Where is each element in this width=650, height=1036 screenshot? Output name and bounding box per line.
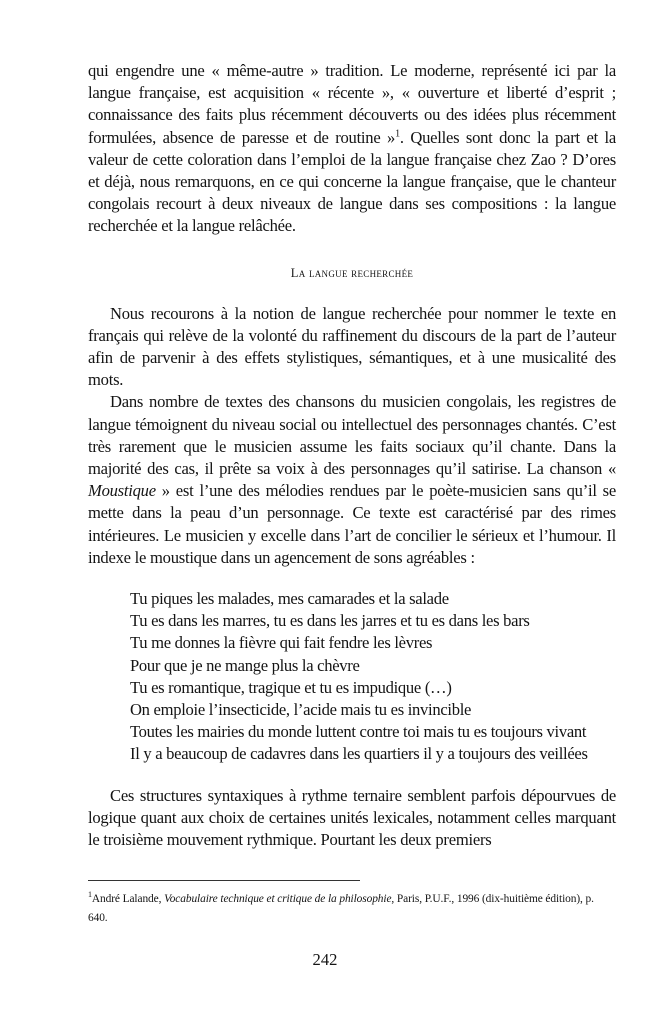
- poem-line: Tu es dans les marres, tu es dans les jarres et tu es dans les bars: [130, 611, 530, 631]
- footnote-reference[interactable]: 1: [395, 128, 400, 140]
- poem-line: Tu es romantique, tragique et tu es impudique (…): [130, 677, 452, 697]
- poem-line: Il y a beaucoup de cadavres dans les quartiers il y a toujours des veillées: [130, 744, 588, 764]
- paragraph-2-text-a: Dans nombre de textes des chansons du musicien congolais, les registres de langue témoignent du niveau social ou intellectuel des personnages chantés. C’est très rarement que le musicien assume les faits sociaux qu’il chante. Dans la majorité des cas, il prête sa voix à des personnages qu’il satirise. La chanson «: [88, 392, 616, 479]
- footnote-author: André Lalande,: [91, 893, 165, 905]
- paragraph-1: Nous recourons à la notion de langue recherchée pour nommer le texte en français qui relève de la volonté du raffinement du discours de la part de l’auteur afin de parvenir à des effets stylistiques, sémantiques, et à une musicalité des mots.: [88, 303, 616, 390]
- poem-line: Tu me donnes la fièvre qui fait fendre les lèvres: [130, 633, 433, 653]
- poem-quote: [130, 588, 616, 766]
- poem-line: Toutes les mairies du monde luttent contre toi mais tu es toujours vivant: [130, 722, 587, 742]
- footnote-divider: [88, 880, 360, 881]
- intro-paragraph: [88, 60, 616, 238]
- paragraph-2-text-b: » est l’une des mélodies rendues par le poète-musicien sans qu’il se mette dans la peau d’un personnage. Ce texte est caractérisé par des rimes intérieures. Le musicien y excelle dans l’art de concilier le sérieux et l’humour. Il indexe le moustique dans un agencement de sons agréables :: [88, 481, 616, 567]
- page-body: [88, 60, 616, 851]
- paragraph-3: Ces structures syntaxiques à rythme ternaire semblent parfois dépourvues de logique quant aux choix de certaines unités lexicales, notamment celles marquant le troisième mouvement rythmique. Pourtant les deux premiers: [88, 785, 616, 850]
- paragraph-2: [88, 391, 616, 569]
- footnote-title: Vocabulaire technique et critique de la philosophie: [164, 893, 392, 905]
- poem-line: Pour que je ne mange plus la chèvre: [130, 655, 360, 675]
- section-heading: La langue recherchée: [290, 265, 414, 280]
- page-number: 242: [312, 950, 338, 969]
- poem-line: On emploie l’insecticide, l’acide mais tu es invincible: [130, 700, 472, 720]
- intro-text-b: . Quelles sont donc la part et la valeur de cette coloration dans l’emploi de la langue française chez Zao ? D’ores et déjà, nous remarquons, en ce qui concerne la langue française, que le chanteur congolais recourt à deux niveaux de langue dans ses compositions : la langue recherchée et la langue relâchée.: [88, 127, 616, 236]
- poem-line: Tu piques les malades, mes camarades et la salade: [130, 589, 449, 609]
- footnote-details: , Paris, P.U.F., 1996 (dix-huitième édition), p. 640.: [88, 893, 594, 924]
- song-title: Moustique: [88, 481, 156, 501]
- intro-text-a: qui engendre une « même-autre » tradition. Le moderne, représenté ici par la langue française, est acquisition « récente », « ouverture et liberté d’esprit ; connaissance des faits plus récemment découverts ou des idées plus récemment formulées, absence de paresse et de routine »: [88, 61, 616, 147]
- footnote-marker: 1: [88, 890, 92, 900]
- footnote: [88, 890, 610, 928]
